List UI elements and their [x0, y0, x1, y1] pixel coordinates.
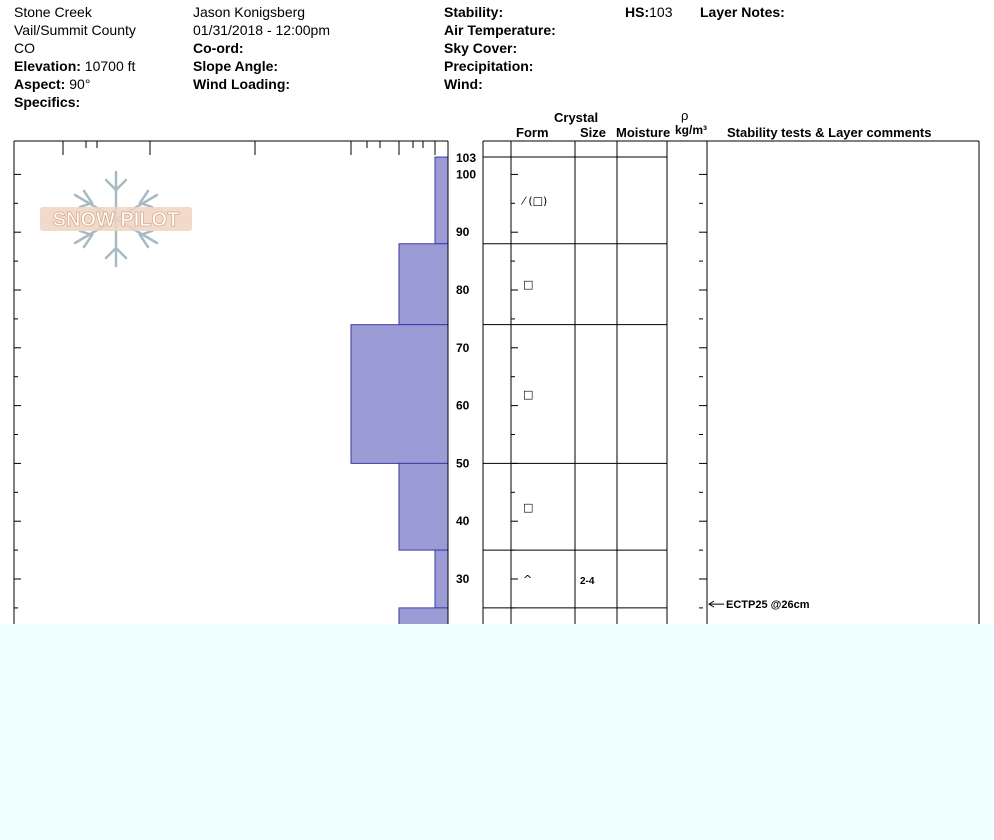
size-header: Size — [580, 125, 607, 140]
hardness-bar-5 — [399, 608, 448, 624]
hardness-bar-3 — [399, 463, 448, 550]
datetime: 01/31/2018 - 12:00pm — [193, 22, 330, 38]
precipitation-label: Precipitation: — [444, 58, 534, 74]
location: Stone Creek — [14, 4, 92, 20]
form-header: Form — [516, 125, 549, 140]
logo-text: SNOW PILOT — [52, 209, 180, 231]
density-unit-header: kg/m³ — [675, 123, 708, 137]
air-temperature-label: Air Temperature: — [444, 22, 556, 38]
coord-label: Co-ord: — [193, 40, 244, 56]
moisture-header: Moisture — [616, 125, 671, 140]
hardness-bars — [351, 157, 448, 624]
hardness-bar-4 — [435, 550, 448, 608]
layer-form-2: □ — [523, 388, 534, 402]
layer-form-0: ⁄ (□) — [523, 194, 548, 208]
layer-table — [483, 141, 979, 624]
layer-form-1: □ — [523, 278, 534, 292]
observer: Jason Konigsberg — [193, 4, 306, 20]
density-rho-header: ρ — [681, 108, 689, 123]
layer-notes-label: Layer Notes: — [700, 4, 785, 20]
layer-form-4: ^ — [523, 573, 533, 586]
stability-test-0: ECTP25 @26cm — [726, 599, 810, 612]
layer-size-4: 2-4 — [580, 576, 595, 587]
hardness-bar-1 — [399, 244, 448, 325]
hardness-bar-2 — [351, 325, 448, 464]
height-label-30: 30 — [456, 572, 470, 586]
slope-angle-label: Slope Angle: — [193, 58, 279, 74]
height-label-90: 90 — [456, 225, 470, 240]
wind-loading-label: Wind Loading: — [193, 76, 291, 92]
region: Vail/Summit County — [14, 22, 136, 38]
height-label-80: 80 — [456, 283, 470, 297]
hs-value: 103 — [649, 4, 673, 20]
height-label-40: 40 — [456, 514, 470, 529]
snowpilot-logo — [40, 172, 192, 266]
state: CO — [14, 40, 35, 56]
height-label-70: 70 — [456, 340, 470, 355]
height-top-label: 103 — [456, 151, 477, 166]
stability-tests-header: Stability tests & Layer comments — [727, 125, 932, 140]
hs-label: HS: — [625, 4, 650, 20]
aspect-label: Aspect: — [14, 76, 66, 92]
height-label-60: 60 — [456, 398, 470, 413]
elevation-value: 10700 ft — [84, 58, 136, 74]
elevation-label: Elevation: — [14, 58, 81, 74]
crystal-header: Crystal — [554, 110, 599, 125]
height-label-50: 50 — [456, 456, 470, 471]
height-axis-labels — [456, 151, 476, 586]
height-label-100: 100 — [456, 167, 477, 182]
specifics-label: Specifics: — [14, 94, 81, 110]
wind-label: Wind: — [444, 76, 483, 92]
aspect-value: 90° — [69, 76, 91, 92]
stability-label: Stability: — [444, 4, 504, 20]
sky-cover-label: Sky Cover: — [444, 40, 518, 56]
layer-form-3: □ — [523, 500, 534, 514]
hardness-bar-0 — [435, 157, 448, 244]
